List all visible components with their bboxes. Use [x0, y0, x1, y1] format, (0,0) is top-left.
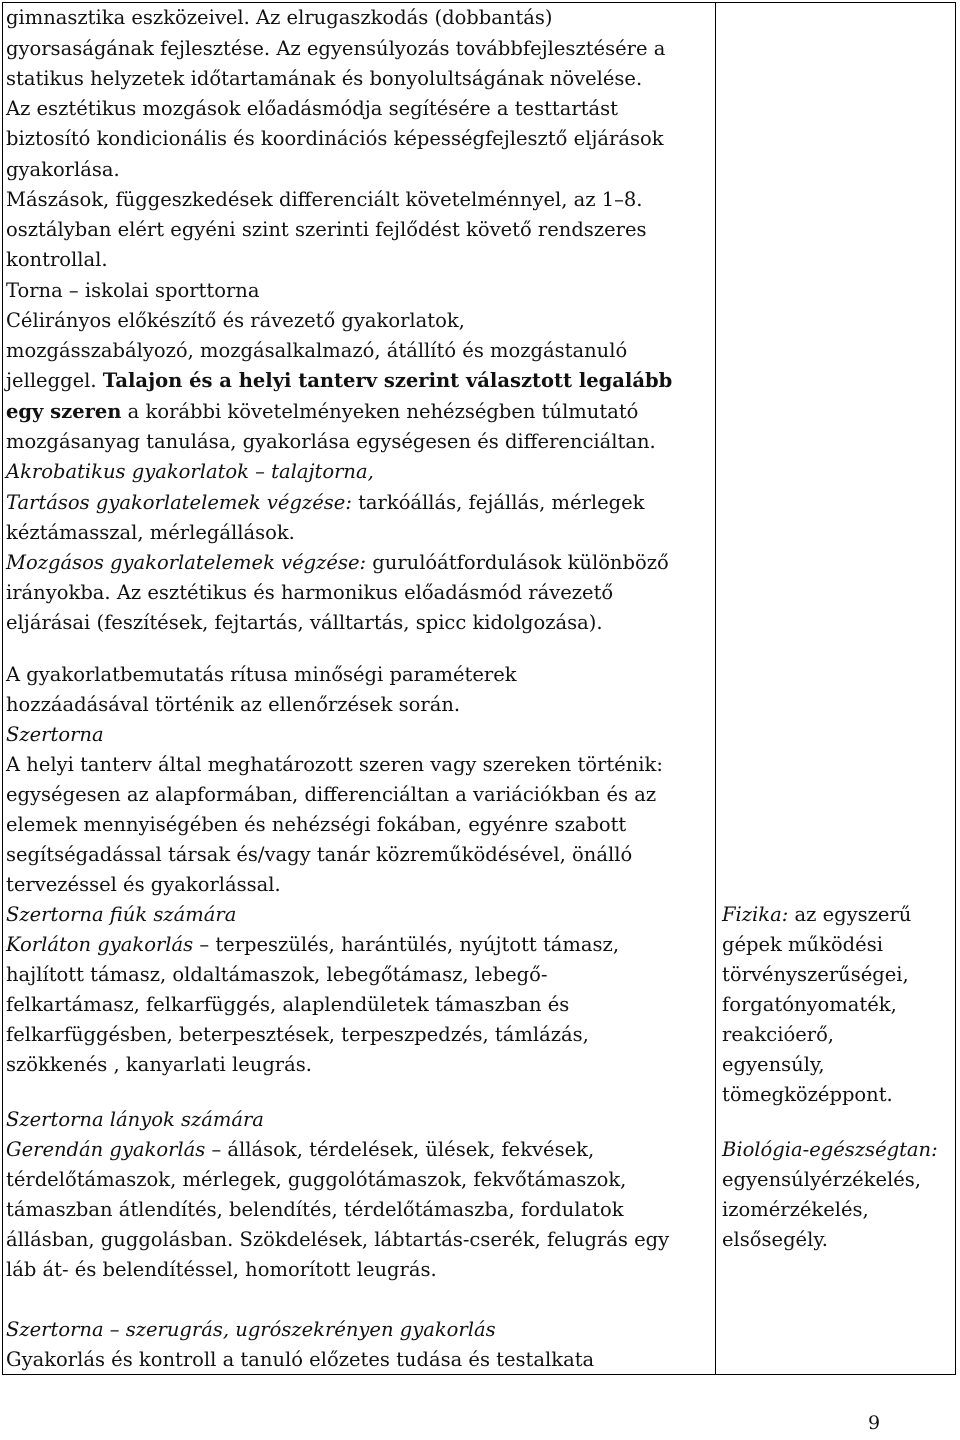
left-line — [6, 66, 642, 92]
text-run: mozgásszabályozó, mozgásalkalmazó, átállító és mozgástanuló — [6, 339, 628, 362]
left-line — [6, 1107, 264, 1133]
text-run: Az esztétikus mozgások előadásmódja segítésére a testtartást — [6, 97, 619, 120]
left-line — [6, 580, 613, 606]
italic-text: Gerendán gyakorlás — [6, 1138, 206, 1161]
left-line — [6, 278, 259, 304]
text-run: állásban, guggolásban. Szökdelések, lábtartás-cserék, felugrás egy — [6, 1228, 670, 1251]
left-line — [6, 187, 642, 213]
left-line — [6, 550, 669, 576]
right-line — [722, 932, 883, 958]
text-run: Torna – iskolai sporttorna — [6, 279, 260, 302]
text-run: felkartámasz, felkarfüggés, alaplendületek támaszban és — [6, 993, 570, 1016]
text-run: – terpeszülés, harántülés, nyújtott támasz, — [193, 933, 620, 956]
page-number: 9 — [868, 1412, 881, 1434]
text-run: Gyakorlás és kontroll a tanuló előzetes tudása és testalkata — [6, 1348, 595, 1371]
left-line — [6, 1137, 594, 1163]
left-line — [6, 1257, 437, 1283]
left-line — [6, 1347, 594, 1373]
left-line — [6, 1197, 624, 1223]
text-run: irányokba. Az esztétikus és harmonikus előadásmód rávezető — [6, 581, 614, 604]
left-line — [6, 338, 627, 364]
left-line — [6, 126, 664, 152]
text-run: elemek mennyiségében és nehézségi fokában, egyénre szabott — [6, 813, 627, 836]
left-line — [6, 308, 465, 334]
bold-text: Talajon és a helyi tanterv szerint választott legalább — [102, 369, 673, 392]
left-line — [6, 610, 603, 636]
text-run: A helyi tanterv által meghatározott szeren vagy szereken történik: — [6, 753, 663, 776]
text-run: gépek működési — [722, 933, 883, 956]
text-run: egyensúlyérzékelés, — [722, 1168, 921, 1191]
text-run: hajlított támasz, oldaltámaszok, lebegőtámasz, lebegő- — [6, 963, 548, 986]
text-run: egységesen az alapformában, differenciáltan a variációkban és az — [6, 783, 657, 806]
left-line — [6, 932, 619, 958]
left-line — [6, 429, 656, 455]
text-run: reakcióerő, — [722, 1023, 835, 1046]
left-line — [6, 1227, 669, 1253]
left-line — [6, 872, 281, 898]
text-run: mozgásanyag tanulása, gyakorlása egységesen és differenciáltan. — [6, 430, 656, 453]
italic-text: Szertorna fiúk számára — [6, 903, 237, 926]
left-line — [6, 5, 553, 31]
text-run: tarkóállás, fejállás, mérlegek — [351, 491, 645, 514]
right-line — [722, 1227, 828, 1253]
left-line — [6, 520, 295, 546]
text-run: tervezéssel és gyakorlással. — [6, 873, 281, 896]
left-line — [6, 992, 569, 1018]
text-run: izomérzékelés, — [722, 1198, 869, 1221]
text-run: elsősegély. — [722, 1228, 828, 1251]
right-line — [722, 1052, 825, 1078]
text-run: hozzáadásával történik az ellenőrzések során. — [6, 693, 461, 716]
text-run: felkarfüggésben, beterpesztések, terpeszpedzés, támlázás, — [6, 1023, 589, 1046]
text-run: A gyakorlatbemutatás rítusa minőségi paraméterek — [6, 663, 517, 686]
text-run: – állások, térdelések, ülések, fekvések, — [205, 1138, 595, 1161]
bold-text: egy szeren — [6, 400, 122, 423]
left-line — [6, 36, 665, 62]
right-line — [722, 992, 897, 1018]
column-divider — [715, 3, 716, 1374]
left-line — [6, 96, 618, 122]
left-line — [6, 490, 644, 516]
text-run: gyorsaságának fejlesztése. Az egyensúlyozás továbbfejlesztésére a — [6, 37, 666, 60]
left-line — [6, 812, 626, 838]
left-line — [6, 752, 663, 778]
text-run: eljárásai (feszítések, fejtartás, válltartás, spicc kidolgozása). — [6, 611, 603, 634]
left-line — [6, 1317, 496, 1343]
left-line — [6, 1022, 589, 1048]
right-line — [722, 1082, 893, 1108]
text-run: forgatónyomaték, — [722, 993, 897, 1016]
text-run: szökkenés , kanyarlati leugrás. — [6, 1053, 312, 1076]
left-line — [6, 782, 656, 808]
text-run: biztosító kondicionális és koordinációs képességfejlesztő eljárások — [6, 127, 664, 150]
text-run: az egyszerű — [788, 903, 912, 926]
right-line — [722, 1167, 921, 1193]
italic-text: Fizika: — [722, 903, 789, 926]
left-line — [6, 1052, 312, 1078]
right-line — [722, 962, 909, 988]
text-run: gurulóátfordulások különböző — [366, 551, 669, 574]
italic-text: Mozgásos gyakorlatelemek végzése: — [6, 551, 367, 574]
text-run: segítségadással társak és/vagy tanár közreműködésével, önálló — [6, 843, 633, 866]
text-run: térdelőtámaszok, mérlegek, guggolótámaszok, fekvőtámaszok, — [6, 1168, 627, 1191]
text-run: támaszban átlendítés, belendítés, térdelőtámaszba, fordulatok — [6, 1198, 624, 1221]
right-line — [722, 1137, 938, 1163]
left-line — [6, 368, 672, 394]
left-line — [6, 399, 638, 425]
left-line — [6, 842, 632, 868]
text-run: gimnasztika eszközeivel. Az elrugaszkodás (dobbantás) — [6, 6, 553, 29]
left-line — [6, 662, 517, 688]
italic-text: Akrobatikus gyakorlatok – talajtorna, — [6, 460, 374, 483]
left-line — [6, 157, 120, 183]
italic-text: Biológia-egészségtan: — [722, 1138, 938, 1161]
left-line — [6, 1167, 626, 1193]
text-run: Mászások, függeszkedések differenciált követelménnyel, az 1–8. — [6, 188, 643, 211]
text-run: statikus helyzetek időtartamának és bonyolultságának növelése. — [6, 67, 643, 90]
right-line — [722, 1197, 869, 1223]
text-run: osztályban elért egyéni szint szerinti fejlődést követő rendszeres — [6, 218, 647, 241]
text-run: törvényszerűségei, — [722, 963, 909, 986]
text-run: jelleggel. — [6, 369, 103, 392]
right-line — [722, 1022, 834, 1048]
left-line — [6, 902, 236, 928]
text-run: Célirányos előkészítő és rávezető gyakorlatok, — [6, 309, 465, 332]
left-line — [6, 247, 108, 273]
left-line — [6, 722, 104, 748]
text-run: a korábbi követelményeken nehézségben túlmutató — [121, 400, 639, 423]
right-line — [722, 902, 911, 928]
text-run: kéztámasszal, mérlegállások. — [6, 521, 295, 544]
italic-text: Tartásos gyakorlatelemek végzése: — [6, 491, 352, 514]
text-run: egyensúly, — [722, 1053, 825, 1076]
italic-text: Korláton gyakorlás — [6, 933, 194, 956]
left-line — [6, 692, 460, 718]
text-run: tömegközéppont. — [722, 1083, 893, 1106]
text-run: gyakorlása. — [6, 158, 120, 181]
italic-text: Szertorna – szerugrás, ugrószekrényen gyakorlás — [6, 1318, 496, 1341]
left-line — [6, 459, 374, 485]
text-run: kontrollal. — [6, 248, 108, 271]
left-line — [6, 962, 547, 988]
italic-text: Szertorna lányok számára — [6, 1108, 264, 1131]
left-line — [6, 217, 647, 243]
text-run: láb át- és belendítéssel, homorított leugrás. — [6, 1258, 437, 1281]
italic-text: Szertorna — [6, 723, 104, 746]
